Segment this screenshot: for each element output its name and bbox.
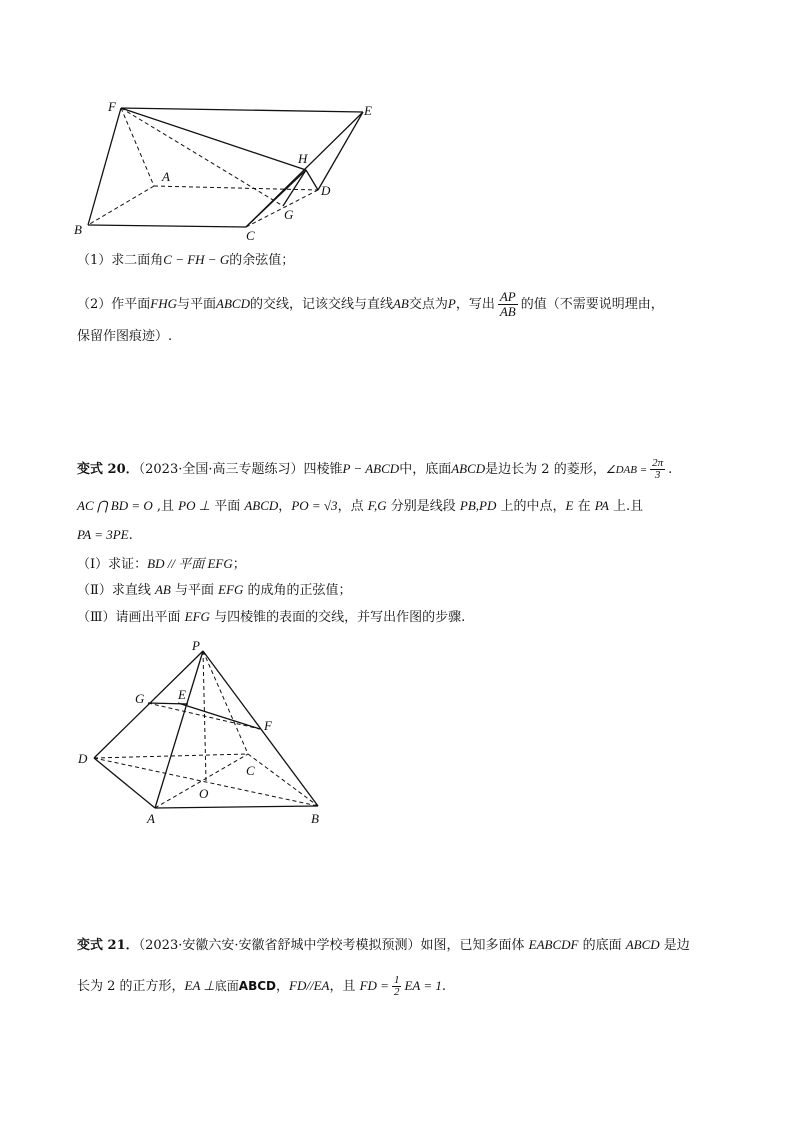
- v21-base: ABCD: [625, 937, 660, 952]
- variant-20-line-3: [77, 526, 133, 545]
- frac-num: AP: [499, 289, 516, 304]
- label-G: G: [284, 207, 294, 222]
- label-O2: O: [199, 786, 209, 801]
- v20-l2d: 平面: [210, 499, 245, 514]
- v20-q1-a: （Ⅰ）求证：: [77, 557, 148, 572]
- v20-q2-d: EFG: [218, 582, 244, 597]
- question-1: [77, 251, 294, 270]
- v20-e: E: [565, 498, 574, 513]
- v20-fg: F,G: [367, 498, 387, 513]
- half-den: 2: [393, 986, 400, 998]
- label-C: C: [246, 228, 255, 243]
- v20-t2: 中，底面: [399, 462, 452, 477]
- v20-pa-3pe: PA = 3PE: [77, 527, 129, 542]
- v20-q3-a: （Ⅲ）请画出平面: [77, 610, 185, 625]
- v20-t4: .: [668, 462, 673, 477]
- q2-line-ab: AB: [392, 296, 409, 311]
- variant-20-title: 变式 20．: [77, 462, 139, 477]
- v20-q3-b: EFG: [184, 609, 210, 624]
- angle-den: 3: [654, 469, 661, 481]
- v21-ea-1: EA = 1: [404, 978, 442, 993]
- label-B2: B: [311, 811, 319, 826]
- v20-t1: 四棱锥: [303, 462, 343, 477]
- v21-t2: 的底面: [578, 938, 626, 953]
- v21-t1: 如图，已知多面体: [420, 938, 529, 953]
- question-2-cont: [77, 328, 172, 346]
- q2-plane-fhg: FHG: [150, 296, 177, 311]
- half-num: 1: [393, 974, 400, 986]
- v21-l2d: ABCD: [238, 979, 276, 993]
- label-D: D: [321, 183, 331, 198]
- q1-text: （1）求二面角: [77, 253, 164, 268]
- variant-20-q1: [77, 555, 246, 574]
- q2-text-c: 的交线，记该交线与直线: [249, 297, 393, 312]
- v20-t3: 是边长为 2 的菱形，: [485, 462, 606, 477]
- frac-den: AB: [499, 304, 516, 319]
- label-A: A: [162, 169, 170, 184]
- v20-q2-a: （Ⅱ）求直线: [77, 583, 155, 598]
- label-B: B: [74, 222, 82, 237]
- v20-q2-c: 与平面: [170, 583, 219, 598]
- label-D2: D: [78, 751, 88, 766]
- q2-text: （2）作平面: [77, 297, 151, 312]
- v20-l2h: ，点: [337, 499, 368, 514]
- v20-angle: ∠DAB =: [605, 464, 648, 476]
- label-C2: C: [246, 763, 255, 778]
- v21-l2e: ，: [276, 979, 290, 994]
- v20-q1-b: BD // 平面 EFG: [147, 556, 233, 571]
- q2-text-f: 的值（不需要说明理由，: [520, 297, 664, 312]
- v20-po-value: PO = √3: [291, 498, 338, 513]
- q2-point-p: P: [447, 296, 456, 311]
- label-G2: G: [135, 691, 145, 706]
- variant-21-source: （2023·安徽六安·安徽省舒城中学校考模拟预测）: [138, 938, 421, 953]
- v21-l2c: 底面: [214, 979, 239, 993]
- q2-text-g: 保留作图痕迹）.: [77, 329, 173, 344]
- v20-l2p: 上.且: [608, 499, 644, 514]
- v20-q3-c: 与四棱锥的表面的交线，并写出作图的步骤.: [209, 610, 466, 625]
- label-E: E: [364, 103, 372, 118]
- v21-l2j: .: [441, 979, 447, 994]
- label-F2: F: [264, 718, 272, 733]
- v20-pa: PA: [594, 498, 609, 513]
- v21-t3: 是边: [659, 938, 690, 953]
- v21-l2g: ，且: [329, 979, 360, 994]
- label-H: H: [298, 151, 308, 166]
- fraction-ap-ab: [498, 290, 518, 319]
- v20-l3-end: .: [128, 528, 133, 543]
- q2-text-d: 交点为: [408, 297, 448, 312]
- v20-l2e: ABCD: [244, 498, 279, 513]
- q2-plane-abcd: ABCD: [216, 296, 250, 311]
- q1-expr: C − FH − G: [163, 252, 230, 267]
- v20-ac-bd: AC ⋂ BD = O: [77, 498, 153, 513]
- v20-base: ABCD: [451, 461, 486, 476]
- variant-20-q3: [77, 608, 465, 627]
- figure-pyramid: [0, 630, 800, 840]
- v21-fd-eq: FD =: [359, 978, 389, 993]
- label-F: F: [108, 99, 116, 114]
- v20-q2-e: 的成角的正弦值；: [243, 583, 352, 598]
- q2-text-b: 与平面: [177, 297, 217, 312]
- v21-l2a: 长为 2 的正方形，: [77, 979, 185, 994]
- variant-21-line-2: [77, 975, 446, 998]
- label-P: P: [192, 638, 200, 653]
- v20-po-perp: PO ⊥: [178, 498, 211, 513]
- v21-ea-perp: EA ⊥: [184, 978, 215, 993]
- v20-l2l: 上的中点，: [496, 499, 566, 514]
- v20-q2-b: AB: [154, 582, 171, 597]
- v20-l2b: ,且: [152, 499, 179, 514]
- variant-21-title: 变式 21．: [77, 938, 139, 953]
- v20-q1-c: ；: [232, 557, 246, 572]
- v21-fraction-half: [392, 975, 402, 998]
- v20-l2j: 分别是线段: [386, 499, 460, 514]
- v20-pyramid: P − ABCD: [342, 461, 400, 476]
- q2-text-e: ，写出: [455, 297, 495, 312]
- v20-pb-pd: PB,PD: [459, 498, 497, 513]
- v21-fd-ea: FD//EA: [289, 978, 330, 993]
- figure-prism-fhg: [0, 0, 800, 250]
- label-E2: E: [178, 687, 186, 702]
- v20-angle-fraction: [650, 458, 665, 481]
- question-2: [77, 290, 664, 319]
- angle-num: 2π: [652, 457, 664, 469]
- v20-l2f: ，: [278, 499, 292, 514]
- v21-poly: EABCDF: [528, 937, 579, 952]
- variant-21-line-1: [77, 936, 690, 955]
- v20-l2n: 在: [573, 499, 595, 514]
- label-A2: A: [147, 811, 155, 826]
- variant-20-line-2: [77, 497, 643, 516]
- variant-20-line-1: [77, 458, 672, 481]
- variant-20-source: （2023·全国·高三专题练习）: [138, 462, 304, 477]
- q1-suffix: 的余弦值；: [229, 253, 295, 268]
- variant-20-q2: [77, 581, 352, 600]
